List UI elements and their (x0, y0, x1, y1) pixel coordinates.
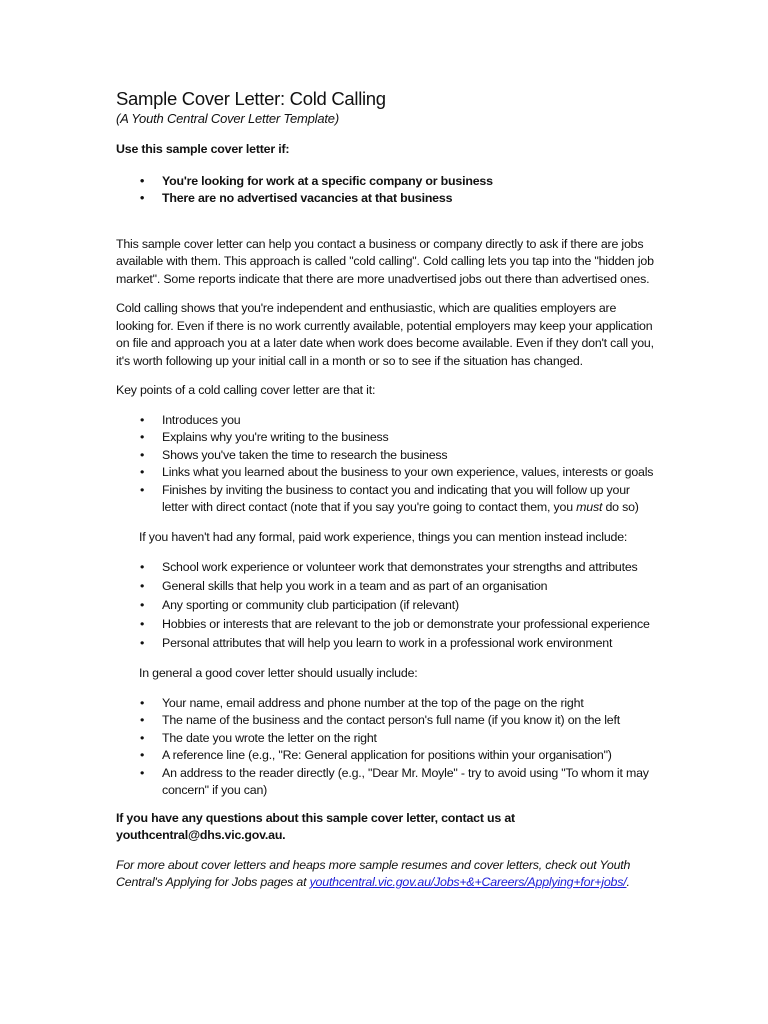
bullet-icon: • (140, 482, 145, 497)
document-title: Sample Cover Letter: Cold Calling (116, 88, 386, 109)
list-item (116, 765, 656, 800)
list-item (116, 482, 656, 517)
list-item (116, 596, 656, 615)
list-item-text: Any sporting or community club participation (if relevant) (162, 598, 459, 612)
list-item-text: General skills that help you work in a team and as part of an organisation (162, 579, 548, 593)
list-item-text: The date you wrote the letter on the right (162, 730, 377, 745)
use-if-heading: Use this sample cover letter if: (116, 142, 290, 156)
list-item-text: There are no advertised vacancies at that business (162, 191, 453, 205)
list-item-text: Introduces you (162, 412, 241, 427)
list-item (116, 747, 656, 765)
list-item (116, 615, 656, 634)
include-list (116, 695, 656, 800)
list-item (116, 464, 656, 482)
list-item (116, 577, 656, 596)
intro-paragraph: This sample cover letter can help you contact a business or company directly to ask if there are jobs available with them. This approach is called "cold calling". Cold calling lets you tap into the "hidden job market". Some reports indicate that there are more unadvertised jobs out there than advertised ones. (116, 236, 654, 286)
list-item (116, 634, 656, 653)
no-experience-heading: If you haven't had any formal, paid work experience, things you can mention instead include: (139, 529, 628, 544)
list-item (116, 190, 656, 208)
bullet-icon: • (140, 636, 145, 650)
bullet-icon: • (140, 598, 145, 612)
list-item-text: You're looking for work at a specific company or business (162, 173, 493, 188)
key-points-heading: Key points of a cold calling cover letter are that it: (116, 383, 376, 397)
bullet-icon: • (140, 430, 145, 444)
list-item-text: Shows you've taken the time to research the business (162, 447, 448, 462)
list-item (116, 412, 656, 430)
list-item-text: School work experience or volunteer work that demonstrates your strengths and attributes (162, 560, 638, 574)
list-item-text: Hobbies or interests that are relevant to the job or demonstrate your professional experience (162, 617, 650, 631)
more-info-text: For more about cover letters and heaps more sample resumes and cover letters, check out Youth Central's Applying for Jobs pages at (116, 857, 631, 889)
list-item-text: A reference line (e.g., "Re: General application for positions within your organisation") (162, 748, 612, 762)
bullet-icon: • (140, 560, 145, 574)
list-item-text: Links what you learned about the business to your own experience, values, interests or goals (162, 465, 654, 479)
bullet-icon: • (140, 730, 145, 745)
more-info-end: . (626, 875, 630, 889)
bullet-icon: • (140, 695, 145, 710)
list-item-text: The name of the business and the contact person's full name (if you know it) on the left (162, 713, 620, 727)
list-item (116, 695, 656, 713)
list-item (116, 429, 656, 447)
document-subtitle: (A Youth Central Cover Letter Template) (116, 111, 339, 126)
list-item (116, 173, 656, 191)
no-experience-list (116, 558, 656, 653)
list-item (116, 730, 656, 748)
emphasis-text: must (576, 500, 603, 514)
bullet-icon: • (140, 465, 145, 479)
more-info-paragraph (116, 857, 656, 892)
key-points-list (116, 412, 656, 517)
bullet-icon: • (140, 412, 145, 427)
second-paragraph: Cold calling shows that you're independent and enthusiastic, which are qualities employers are looking for. Even if there is no work currently available, potential employers may keep your application on file and approach you at a later date when work does become available. Even if they don't call you, it's worth following up your initial call in a month or so to see if the situation has changed. (116, 301, 654, 368)
bullet-icon: • (140, 748, 145, 762)
list-item (116, 558, 656, 577)
bullet-icon: • (140, 617, 145, 631)
bullet-icon: • (140, 173, 145, 188)
include-heading: In general a good cover letter should usually include: (139, 666, 418, 680)
bullet-icon: • (140, 765, 145, 780)
bullet-icon: • (140, 447, 145, 462)
document-page (116, 88, 656, 892)
list-item-text: do so) (602, 500, 639, 514)
list-item-text: Finishes by inviting the business to contact you and indicating that you will follow up your letter with direct contact (note that if you say you're going to contact them, you (162, 482, 630, 514)
youth-central-link[interactable]: youthcentral.vic.gov.au/Jobs+&+Careers/Applying+for+jobs/ (309, 875, 627, 889)
bullet-icon: • (140, 713, 145, 727)
list-item-text: An address to the reader directly (e.g., "Dear Mr. Moyle" - try to avoid using "To whom it may concern" if you can) (162, 765, 649, 797)
use-if-list (116, 173, 656, 208)
list-item (116, 712, 656, 730)
list-item-text: Your name, email address and phone number at the top of the page on the right (162, 695, 584, 710)
list-item (116, 447, 656, 465)
bullet-icon: • (140, 579, 145, 593)
list-item-text: Explains why you're writing to the business (162, 430, 389, 444)
list-item-text: Personal attributes that will help you learn to work in a professional work environment (162, 636, 613, 650)
bullet-icon: • (140, 191, 145, 205)
contact-line: If you have any questions about this sample cover letter, contact us at youthcentral@dhs.vic.gov.au. (116, 810, 515, 842)
